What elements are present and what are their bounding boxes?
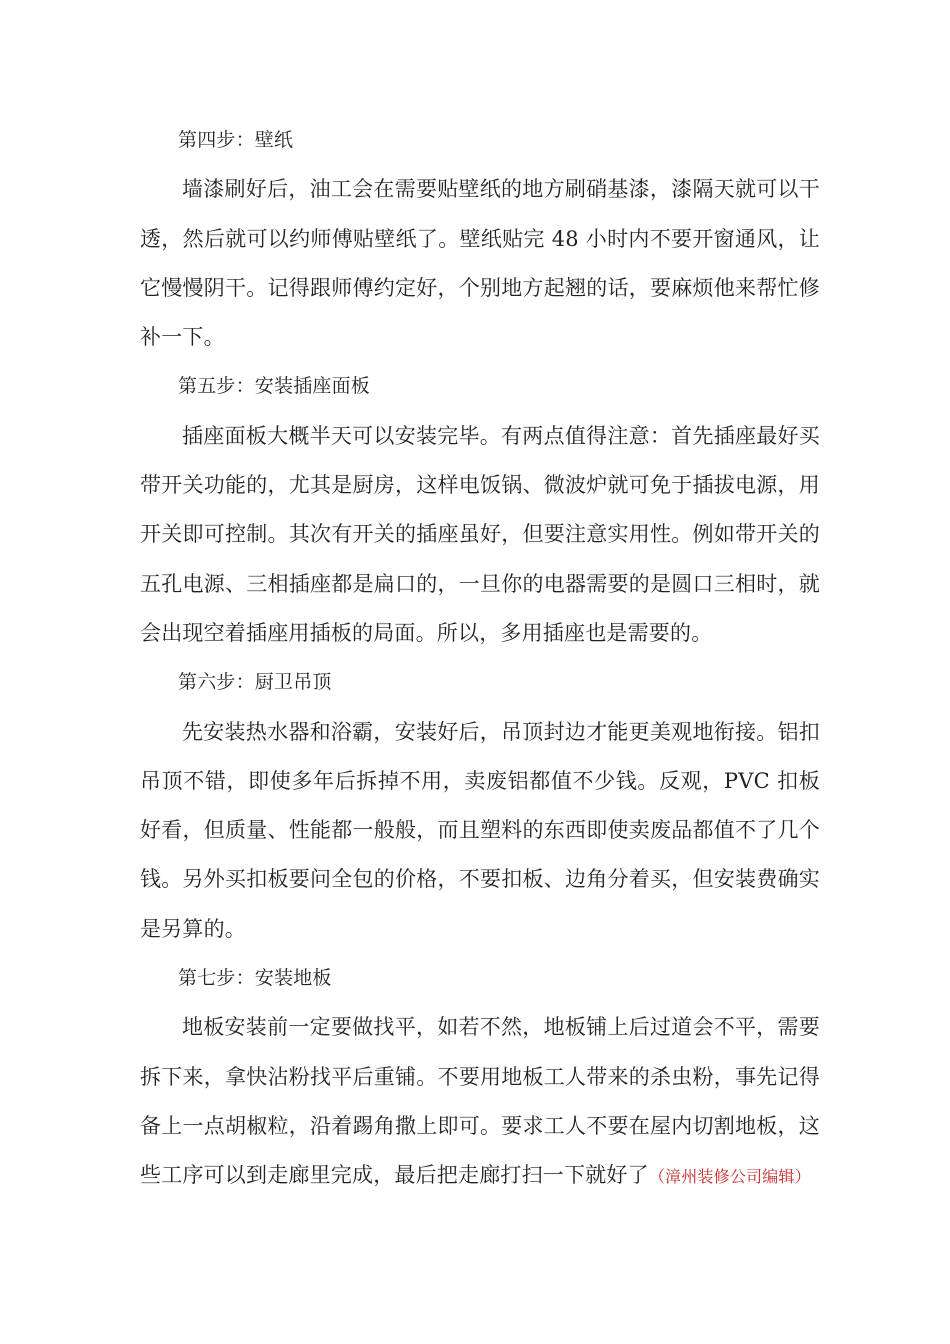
editor-note: （漳州装修公司编辑） [648,1167,811,1187]
paragraph-flooring [140,1003,820,1201]
paragraph-socket-panel: 插座面板大概半天可以安装完毕。有两点值得注意：首先插座最好买带开关功能的，尤其是厨房，这样电饭锅、微波炉就可免于插拔电源，用开关即可控制。其次有开关的插座虽好，但要注意实用性。例如带开关的五孔电源、三相插座都是扁口的，一旦你的电器需要的是圆口三相时，就会出现空着插座用插板的局面。所以，多用插座也是需要的。 [140,423,820,645]
article-body [140,116,820,1202]
section-heading-flooring: 第七步：安装地板 [178,967,332,990]
paragraph-flooring-text: 地板安装前一定要做找平，如若不然，地板铺上后过道会不平，需要拆下来，拿快沾粉找平后重铺。不要用地板工人带来的杀虫粉，事先记得备上一点胡椒粒，沿着踢角撒上即可。要求工人不要在屋内切割地板，这些工序可以到走廊里完成，最后把走廊打扫一下就好了 [140,1015,820,1188]
section-heading-wallpaper: 第四步：壁纸 [178,129,294,151]
section-heading-ceiling: 第六步：厨卫吊顶 [178,671,332,694]
paragraph-wallpaper: 墙漆刷好后，油工会在需要贴壁纸的地方刷硝基漆，漆隔天就可以干透，然后就可以约师傅贴壁纸了。壁纸贴完 48 小时内不要开窗通风，让它慢慢阴干。记得跟师傅约定好，个别地方起翘的话，要麻烦他来帮忙修补一下。 [140,177,820,350]
section-heading-socket-panel: 第五步：安装插座面板 [178,375,371,398]
paragraph-ceiling: 先安装热水器和浴霸，安装好后，吊顶封边才能更美观地衔接。铝扣吊顶不错，即使多年后拆掉不用，卖废铝都值不少钱。反观，PVC 扣板好看，但质量、性能都一般般，而且塑料的东西即使卖废品都值不了几个钱。另外买扣板要问全包的价格，不要扣板、边角分着买，但安装费确实是另算的。 [140,719,820,941]
